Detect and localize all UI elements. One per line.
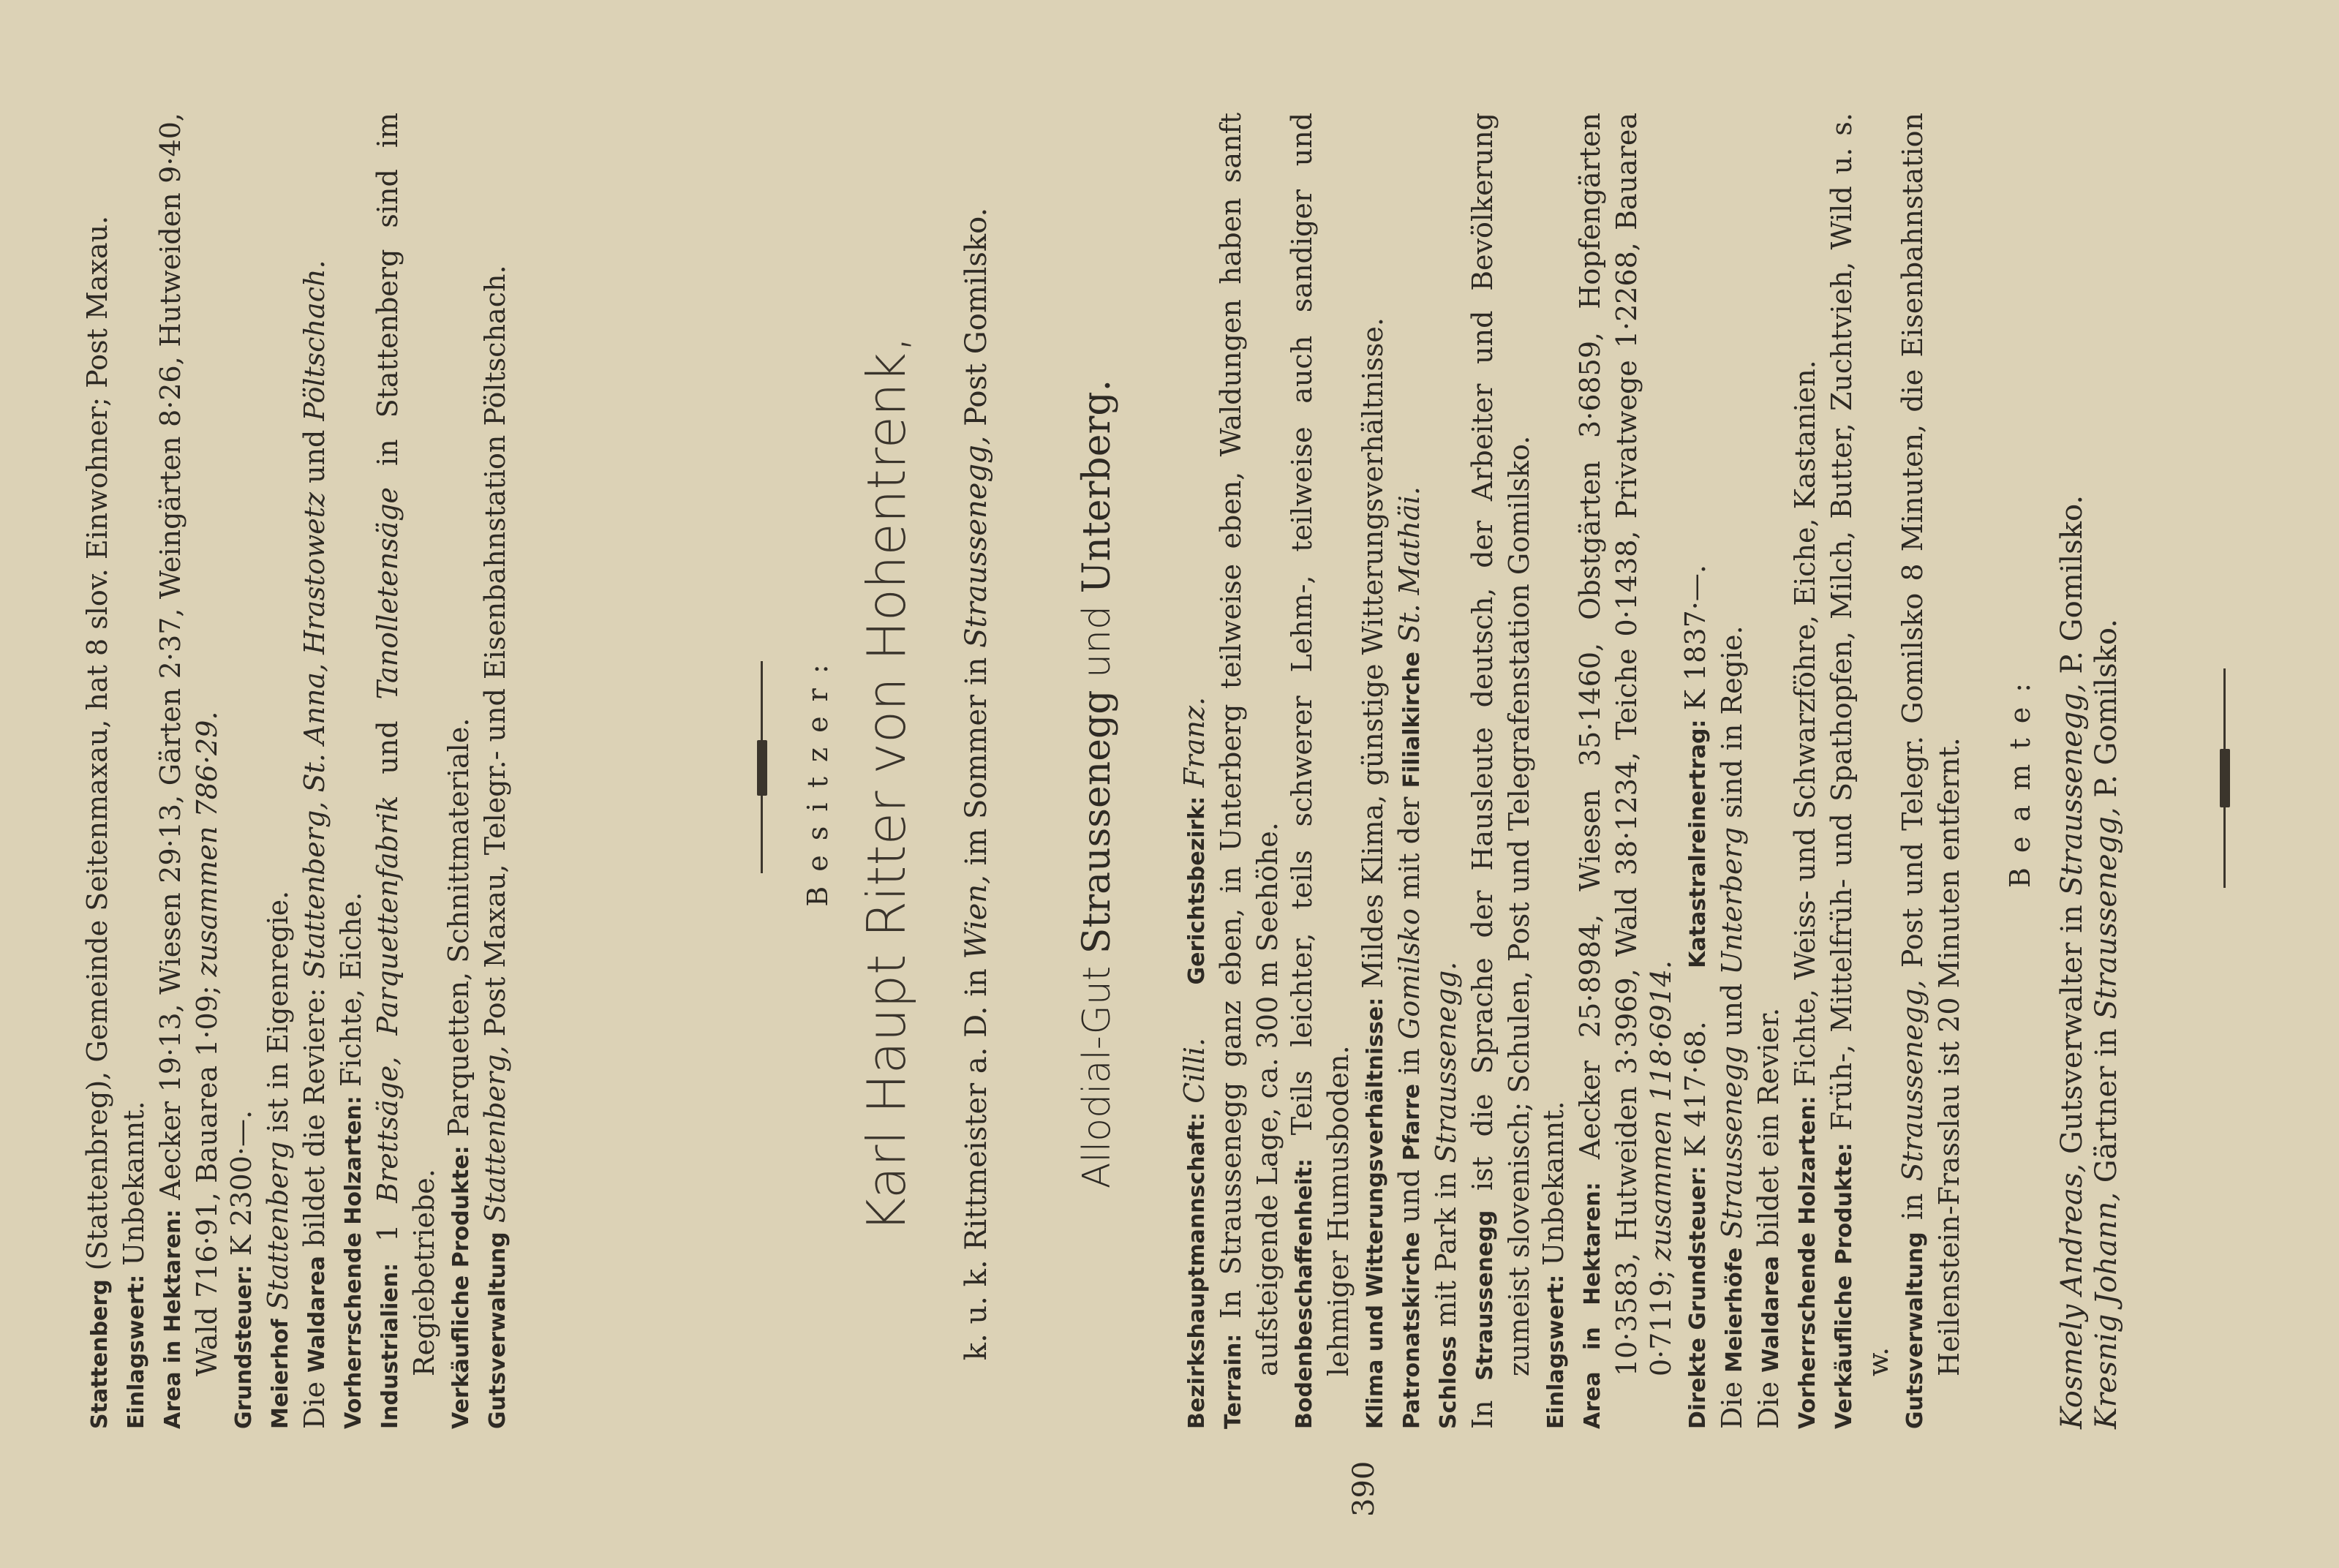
allodial-section xyxy=(1178,113,1967,1429)
allodial-waldarea: Die Waldarea bildet ein Revier. xyxy=(1752,1007,1785,1429)
owner-description: k. u. k. Rittmeister a. D. in Wien, im Sommer in Straussenegg, Post Gomilsko. xyxy=(960,207,993,1361)
allodial-produkte: Verkäufliche Produkte: Früh-, Mittelfrüh- und Spathopfen, Milch, Butter, Zuchtvieh, Wild u. s. w. xyxy=(1826,113,1894,1429)
allodial-schloss: Schloss mit Park in Straussenegg. xyxy=(1430,961,1462,1429)
stattenberg-produkte: Verkäufliche Produkte: Parquetten, Schnittmateriale. xyxy=(442,717,475,1429)
allodial-holzarten: Vorherrschende Holzarten: Fichte, Weiss- und Schwarzföhre, Eiche, Kastanien. xyxy=(1789,360,1821,1429)
stattenberg-grundsteuer: Grundsteuer: K 2300·—. xyxy=(225,1109,257,1429)
divider-rule-2-thick xyxy=(2220,749,2230,807)
allodial-einlagswert: Einlagswert: Unbekannt. xyxy=(1537,1101,1570,1429)
allodial-meierhoefe: Die Meierhöfe Straussenegg und Unterberg sind in Regie. xyxy=(1716,625,1748,1429)
stattenberg-area: Area in Hektaren: Aecker 19·13, Wiesen 29·13, Gärten 2·37, Weingärten 8·26, Hutweiden 9·40, Wald 716·91, Bauarea 1·09; zusammen 786·29. xyxy=(154,113,223,1429)
stattenberg-holzarten: Vorherrschende Holzarten: Fichte, Eiche. xyxy=(335,892,367,1429)
besitzer-heading: B e s i t z e r : xyxy=(802,661,834,907)
owner-name: Karl Haupt Ritter von Hohentrenk, xyxy=(856,335,917,1233)
stattenberg-einlagswert: Einlagswert: Unbekannt. xyxy=(118,1101,150,1429)
beamte-heading: B e a m t e : xyxy=(2004,679,2036,889)
divider-rule-thick xyxy=(757,740,767,796)
stattenberg-industrialien: Industrialien: 1 Brettsäge, Parquettenfabrik und Tanolletensäge in Stattenberg sind im Regiebetriebe. xyxy=(372,112,440,1429)
stattenberg-intro: Stattenberg (Stattenbreg), Gemeinde Seitenmaxau, hat 8 slov. Einwohner; Post Maxau. xyxy=(81,215,113,1429)
allodial-area: Area in Hektaren: Aecker 25·8984, Wiesen 35·1460, Obstgärten 3·6859, Hopfengärten 10·3583, Hutweiden 3·3969, Wald 38·1234, Teiche 0·1438, Privatwege 1·2268, Bauarea 0·7119; zusammen 118·6914. xyxy=(1574,113,1677,1429)
beamte-section xyxy=(2055,113,2124,1429)
allodial-bezirk: Bezirkshauptmannschaft: Cilli. Gerichtsbezirk: Franz. xyxy=(1178,696,1210,1429)
allodial-terrain: Terrain: In Straussenegg ganz eben, in Unterberg teilweise eben, Waldungen haben sanft aufsteigende Lage, ca. 300 m Seehöhe. xyxy=(1215,113,1284,1429)
stattenberg-section xyxy=(80,113,515,1429)
allodial-grundsteuer: Direkte Grundsteuer: K 417·68. Katastralreinertrag: K 1837·—. xyxy=(1679,565,1711,1429)
stattenberg-waldarea: Die Waldarea bildet die Reviere: Stattenberg, St. Anna, Hrastowetz und Pöltschach. xyxy=(298,260,331,1429)
page-number: 390 xyxy=(1347,1460,1381,1517)
allodial-gutsverwaltung: Gutsverwaltung in Straussenegg, Post und Telegr. Gomilsko 8 Minuten, die Eisenbahnstation Heilenstein-Frasslau ist 20 Minuten entfernt. xyxy=(1897,113,1965,1429)
stattenberg-label: Stattenberg xyxy=(87,1279,113,1429)
stattenberg-meierhof: Meierhof Stattenberg ist in Eigenregie. xyxy=(262,890,294,1429)
stattenberg-gutsverwaltung: Gutsverwaltung Stattenberg, Post Maxau, Telegr.- und Eisenbahnstation Pöltschach. xyxy=(479,265,511,1429)
beamte-row-2: Kresnig Johann, Gärtner in Straussenegg, P. Gomilsko. xyxy=(2090,619,2123,1429)
allodial-sprache: In Straussenegg ist die Sprache der Hausleute deutsch, der Arbeiter und Bevölkerung zumeist slovenisch; Schulen, Post und Telegrafenstation Gomilsko. xyxy=(1466,113,1535,1429)
estate-title: Allodial-Gut Straussenegg und Unterberg. xyxy=(1075,379,1119,1189)
allodial-kirche: Patronatskirche und Pfarre in Gomilsko mit der Filialkirche St. Mathäi. xyxy=(1393,486,1425,1429)
allodial-boden: Bodenbeschaffenheit: Teils leichter, teils schwerer Lehm-, teilweise auch sandiger und lehmiger Humusboden. xyxy=(1286,113,1355,1429)
beamte-row-1: Kosmely Andreas, Gutsverwalter in Straussenegg, P. Gomilsko. xyxy=(2055,494,2089,1429)
allodial-klima: Klima und Witterungsverhältnisse: Mildes Klima, günstige Witterungsverhältnisse. xyxy=(1357,317,1389,1429)
